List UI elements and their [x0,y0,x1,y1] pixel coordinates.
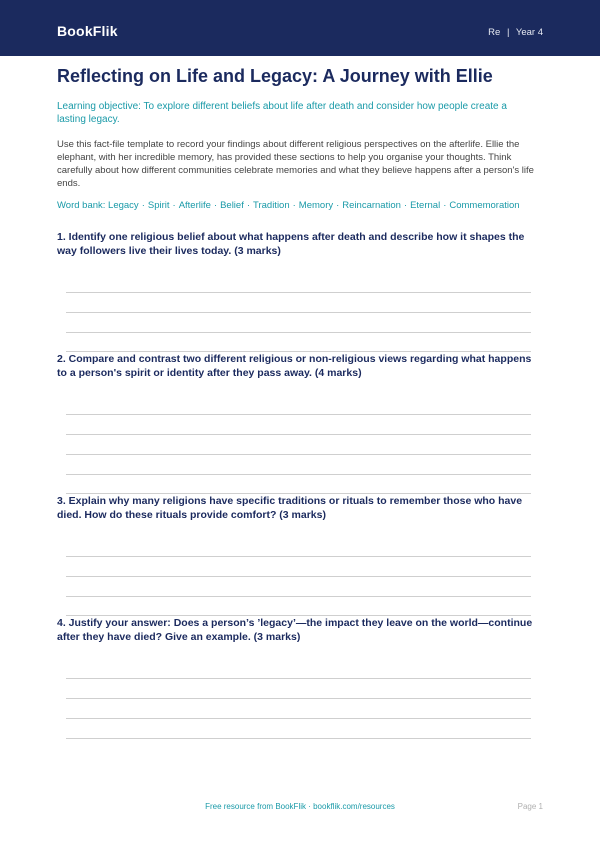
word-bank-word: Memory [298,200,334,211]
answer-line[interactable] [66,718,531,719]
word-bank-word: Commemoration [449,200,520,211]
question-1: 1. Identify one religious belief about what happens after death and describe how it shapes the way followers live their lives today. (3 marks) [57,231,525,257]
word-bank-word: Reincarnation [342,200,401,211]
footer-link[interactable]: Free resource from BookFlik · bookflik.com/resources [205,802,395,811]
word-bank-label: Word bank: [57,200,106,211]
page-number: Page 1 [517,802,543,811]
answer-line[interactable] [66,576,531,577]
answer-line[interactable] [66,434,531,435]
word-separator: · [141,200,145,211]
answer-line[interactable] [66,414,531,415]
answer-line[interactable] [66,474,531,475]
answer-line[interactable] [66,556,531,557]
answer-line[interactable] [66,738,531,739]
word-separator: · [292,200,296,211]
answer-line[interactable] [66,292,531,293]
question-3: 3. Explain why many religions have specific traditions or rituals to remember those who have died. How do these rituals provide comfort? (3 marks) [57,495,523,521]
page-header [0,0,600,56]
page-title: Reflecting on Life and Legacy: A Journey with Ellie [57,66,493,86]
answer-line[interactable] [66,332,531,333]
question-4: 4. Justify your answer: Does a person’s ’legacy’—the impact they leave on the world—continue after they have died? Give an example. (3 marks) [57,617,533,643]
word-bank-word: Legacy [108,200,139,211]
word-bank-word: Eternal [410,200,441,211]
word-separator: · [443,200,447,211]
answer-line[interactable] [66,698,531,699]
meta-separator: | [506,27,510,38]
year-label: Year 4 [515,27,543,38]
answer-line[interactable] [66,312,531,313]
word-bank [57,199,547,212]
word-separator: · [336,200,340,211]
subject-label: Re [488,27,501,38]
question-2: 2. Compare and contrast two different religious or non-religious views regarding what happens to a person's spirit or identity after they pass away. (4 marks) [57,353,532,379]
answer-line[interactable] [66,454,531,455]
word-separator: · [403,200,408,211]
answer-line[interactable] [66,596,531,597]
word-bank-word: Spirit [147,200,170,211]
word-bank-word: Belief [220,200,244,211]
word-bank-word: Tradition [253,200,290,211]
subject-year-label [488,27,543,38]
word-separator: · [172,200,176,211]
intro-paragraph: Use this fact-file template to record your findings about different religious perspectives on the afterlife. Ellie the elephant, with her incredible memory, has provided these sections to help you organise your thoughts. Think carefully about how different communities celebrate memories and what they believe happens after a person's life ends. [57,139,534,189]
word-separator: · [213,200,218,211]
answer-line[interactable] [66,678,531,679]
learning-objective: Learning objective: To explore different beliefs about life after death and consider how people create a lasting legacy. [57,101,507,125]
word-separator: · [246,200,251,211]
brand-logo: BookFlik [57,23,118,39]
word-bank-word: Afterlife [178,200,211,211]
